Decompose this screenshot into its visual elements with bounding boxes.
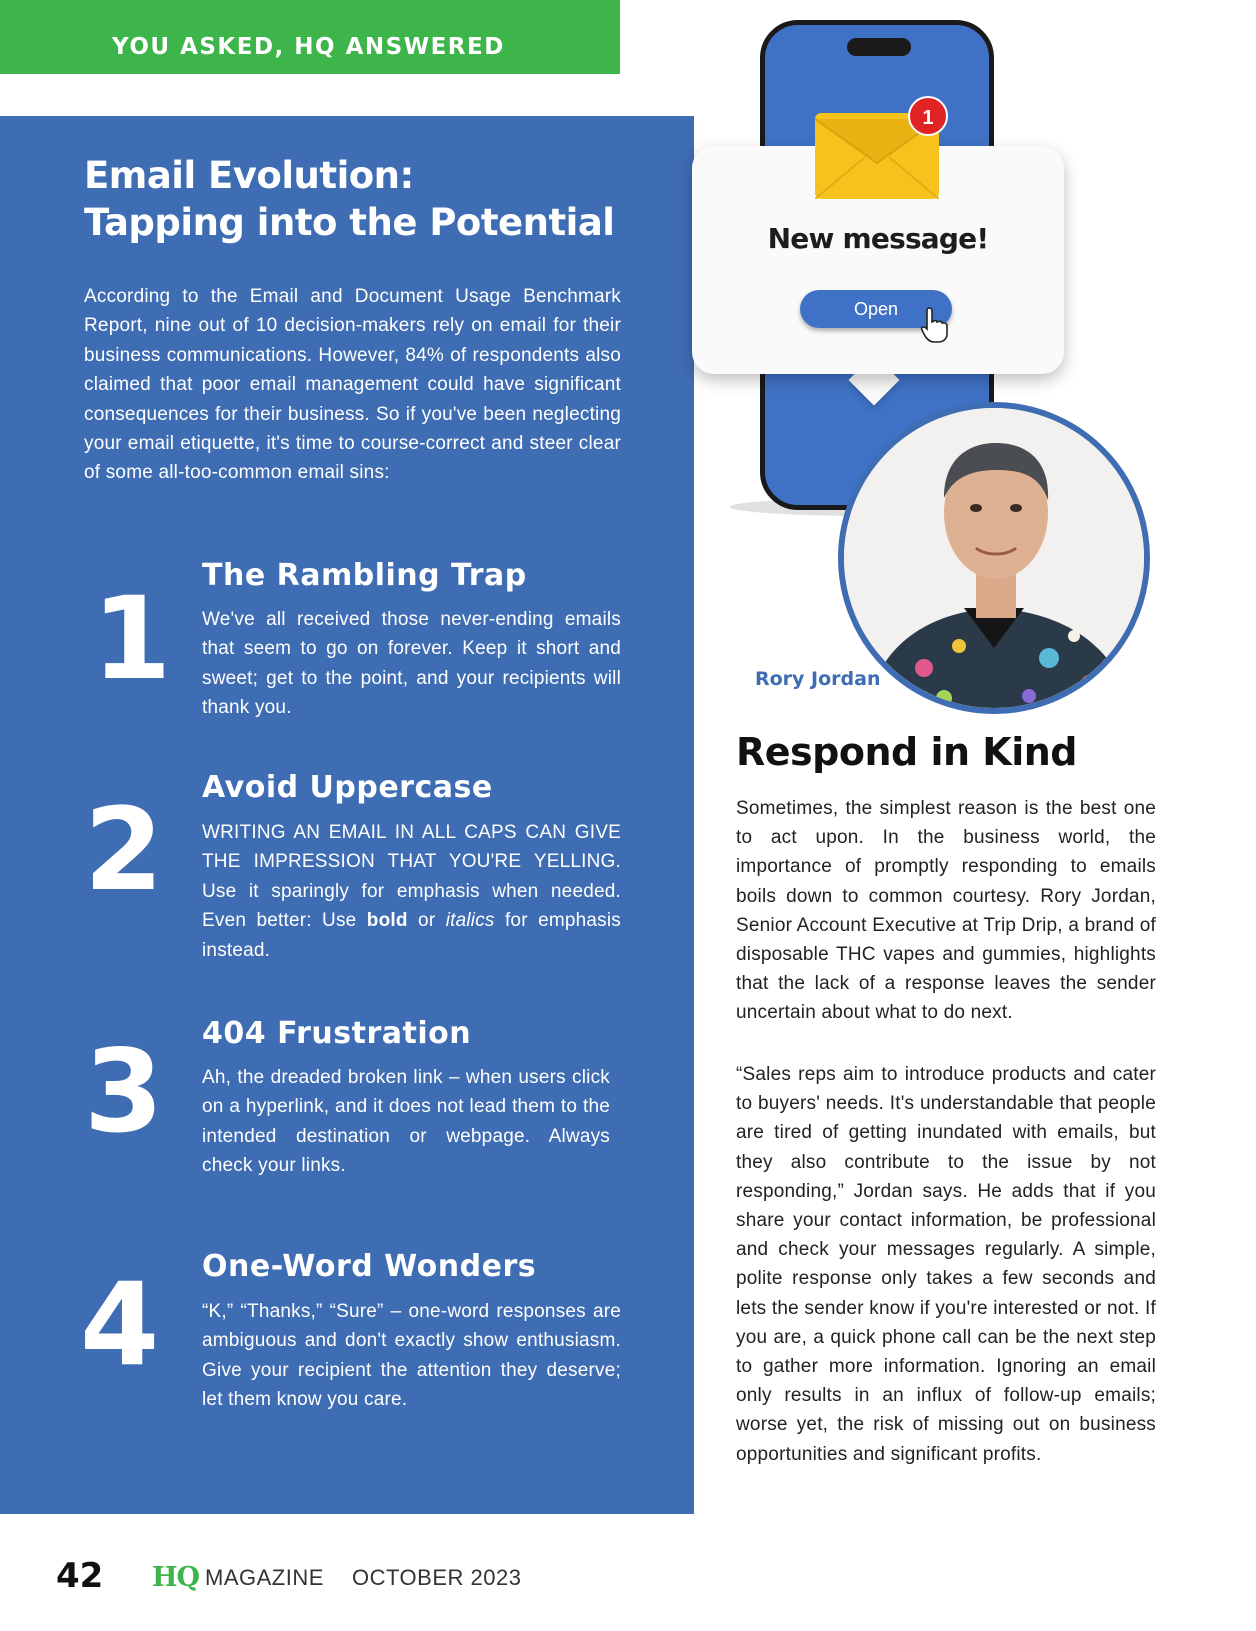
section-banner: [0, 0, 620, 74]
tip-2-body: [202, 818, 621, 965]
article-intro: According to the Email and Document Usage Benchmark Report, nine out of 10 decision-makers rely on email for their business communications. However, 84% of respondents also claimed that poor email management could have significant consequences for their business. So if you've been neglecting your email etiquette, it's time to course-correct and steer clear of some all-too-common email sins:: [84, 286, 621, 484]
tip-2-text-pre: Use it sparingly for emphasis when needed. Even better: Use: [202, 880, 621, 932]
notification-badge: 1: [908, 96, 948, 136]
photo-caption: Rory Jordan: [755, 668, 881, 690]
sidebar-title: Respond in Kind: [736, 730, 1077, 774]
tip-4-body: “K,” “Thanks,” “Sure” – one-word responses are ambiguous and don't exactly show enthusiasm. Give your recipient the attention they deserve; let them know you care.: [202, 1301, 621, 1411]
sidebar-paragraph-2: “Sales reps aim to introduce products and cater to buyers' needs. It's understandable that people are tired of getting inundated with emails, but they also contribute to the issue by not responding,” Jordan says. He adds that if you share your contact information, be professional and check your messages regularly. A simple, polite response only takes a few seconds and lets the sender know if you're interested or not. If you are, a quick phone call can be the next step to gather more information. Ignoring an email only results in an influx of follow-up emails; worse yet, the risk of missing out on business opportunities and significant profits.: [736, 1064, 1156, 1465]
tip-1-number: 1: [92, 572, 172, 705]
sidebar-paragraph-1: Sometimes, the simplest reason is the best one to act upon. In the business world, the importance of promptly responding to emails boils down to common courtesy. Rory Jordan, Senior Account Executive at Trip Drip, a brand of disposable THC vapes and gummies, highlights that the lack of a response leaves the sender uncertain about what to do next.: [736, 798, 1156, 1024]
tip-3-title: 404 Frustration: [202, 1016, 472, 1051]
issue-date: OCTOBER 2023: [352, 1565, 522, 1590]
tip-2-bold-word: bold: [366, 910, 408, 932]
tip-2-caps-text: WRITING AN EMAIL IN ALL CAPS CAN GIVE THE IMPRESSION THAT YOU'RE YELLING.: [202, 822, 621, 873]
tip-1-title: The Rambling Trap: [202, 558, 527, 593]
tip-2-or-word: or: [418, 910, 436, 932]
magazine-label: MAGAZINE: [205, 1565, 324, 1590]
new-message-label: New message!: [767, 222, 989, 255]
page-number: 42: [56, 1556, 104, 1596]
hq-logo: HQ: [152, 1562, 200, 1593]
section-banner-label: YOU ASKED, HQ ANSWERED: [112, 34, 505, 60]
hand-cursor-icon: [920, 306, 950, 344]
rory-jordan-photo: [838, 402, 1150, 714]
tip-3-body: Ah, the dreaded broken link – when users click on a hyperlink, and it does not lead them to the intended destination or webpage. Always check your links.: [202, 1067, 610, 1177]
phone-notch: [847, 38, 911, 56]
tip-4-number: 4: [80, 1258, 160, 1391]
tip-3-number: 3: [84, 1025, 164, 1158]
tip-2-italic-word: italics: [445, 910, 495, 932]
tip-2-title: Avoid Uppercase: [202, 770, 493, 805]
article-title-line-2: Tapping into the Potential: [84, 201, 615, 244]
article-title: [84, 152, 615, 246]
tip-2-text-post: for emphasis instead.: [202, 910, 621, 961]
article-title-line-1: Email Evolution:: [84, 154, 414, 197]
tip-2-number: 2: [84, 783, 164, 916]
tip-4-title: One-Word Wonders: [202, 1249, 537, 1284]
open-button[interactable]: Open: [800, 290, 952, 328]
tip-1-body: We've all received those never-ending emails that seem to go on forever. Keep it short and sweet; get to the point, and your recipients will thank you.: [202, 609, 621, 719]
